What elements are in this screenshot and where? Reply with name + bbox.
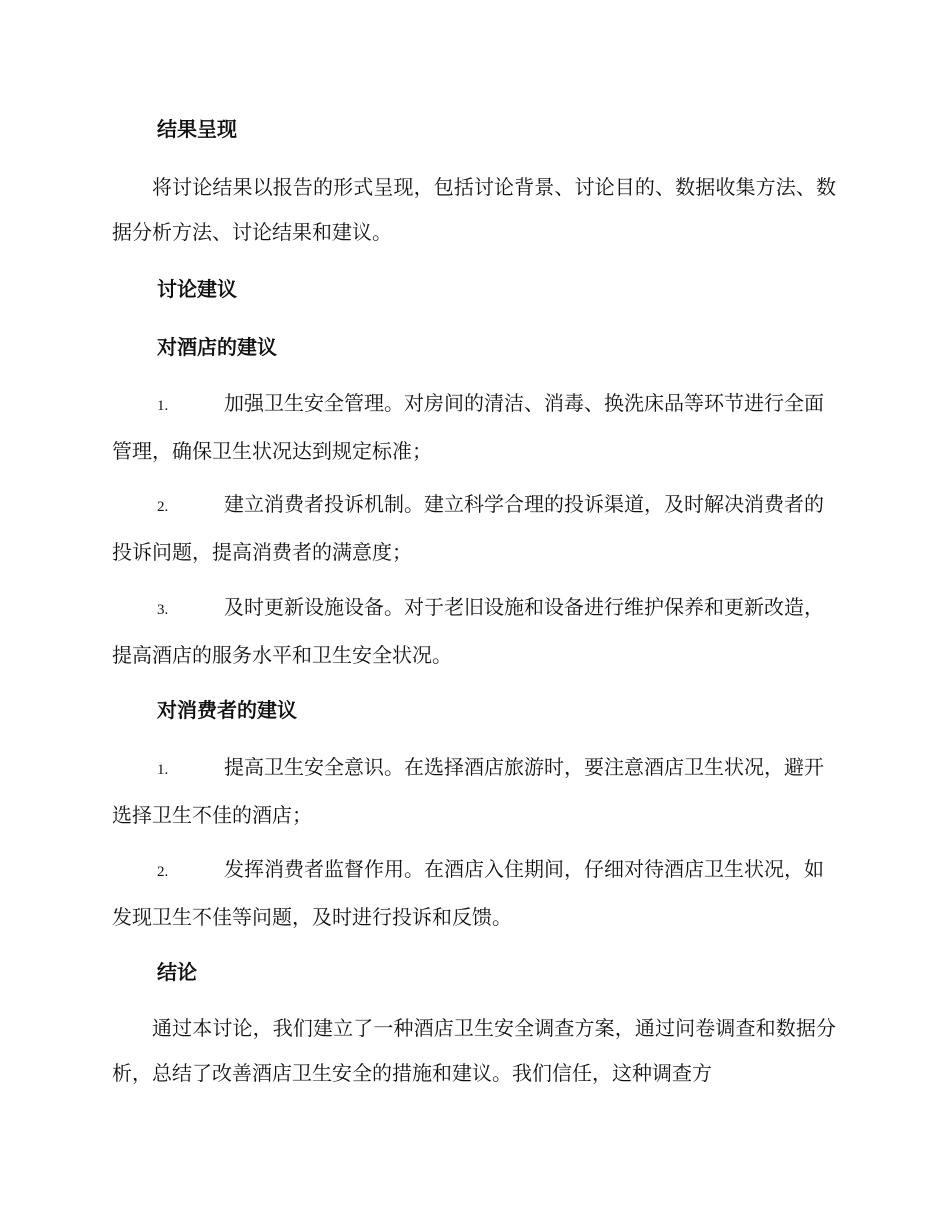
list-number: 2.	[157, 864, 169, 880]
list-item-hotel-1	[112, 381, 836, 474]
heading-hotel-suggestions: 对酒店的建议	[157, 335, 277, 359]
paragraph-results: 将讨论结果以报告的形式呈现，包括讨论背景、讨论目的、数据收集方法、数据分析方法、讨论结果和建议。	[112, 175, 836, 244]
list-text: 及时更新设施设备。对于老旧设施和设备进行维护保养和更新改造，提高酒店的服务水平和卫生安全状况。	[112, 595, 824, 667]
list-number: 3.	[157, 602, 169, 618]
list-text: 加强卫生安全管理。对房间的清洁、消毒、换洗床品等环节进行全面管理，确保卫生状况达到规定标准；	[112, 391, 824, 463]
list-text: 发挥消费者监督作用。在酒店入住期间，仔细对待酒店卫生状况，如发现卫生不佳等问题，及时进行投诉和反馈。	[112, 857, 824, 929]
list-item-hotel-3	[112, 585, 836, 678]
list-item-consumer-2	[112, 847, 836, 940]
list-text: 提高卫生安全意识。在选择酒店旅游时，要注意酒店卫生状况，避开选择卫生不佳的酒店；	[112, 755, 824, 827]
list-number: 1.	[157, 762, 169, 778]
paragraph-conclusion: 通过本讨论，我们建立了一种酒店卫生安全调查方案，通过问卷调查和数据分析，总结了改善酒店卫生安全的措施和建议。我们信任，这种调查方	[112, 1016, 836, 1085]
list-item-hotel-2	[112, 482, 836, 575]
heading-results: 结果呈现	[157, 117, 237, 141]
heading-suggestions: 讨论建议	[157, 277, 237, 301]
list-number: 1.	[157, 398, 169, 414]
list-item-consumer-1	[112, 745, 836, 838]
list-number: 2.	[157, 499, 169, 515]
list-text: 建立消费者投诉机制。建立科学合理的投诉渠道，及时解决消费者的投诉问题，提高消费者的满意度；	[112, 492, 824, 564]
heading-conclusion: 结论	[157, 960, 197, 984]
heading-consumer-suggestions: 对消费者的建议	[157, 698, 297, 722]
